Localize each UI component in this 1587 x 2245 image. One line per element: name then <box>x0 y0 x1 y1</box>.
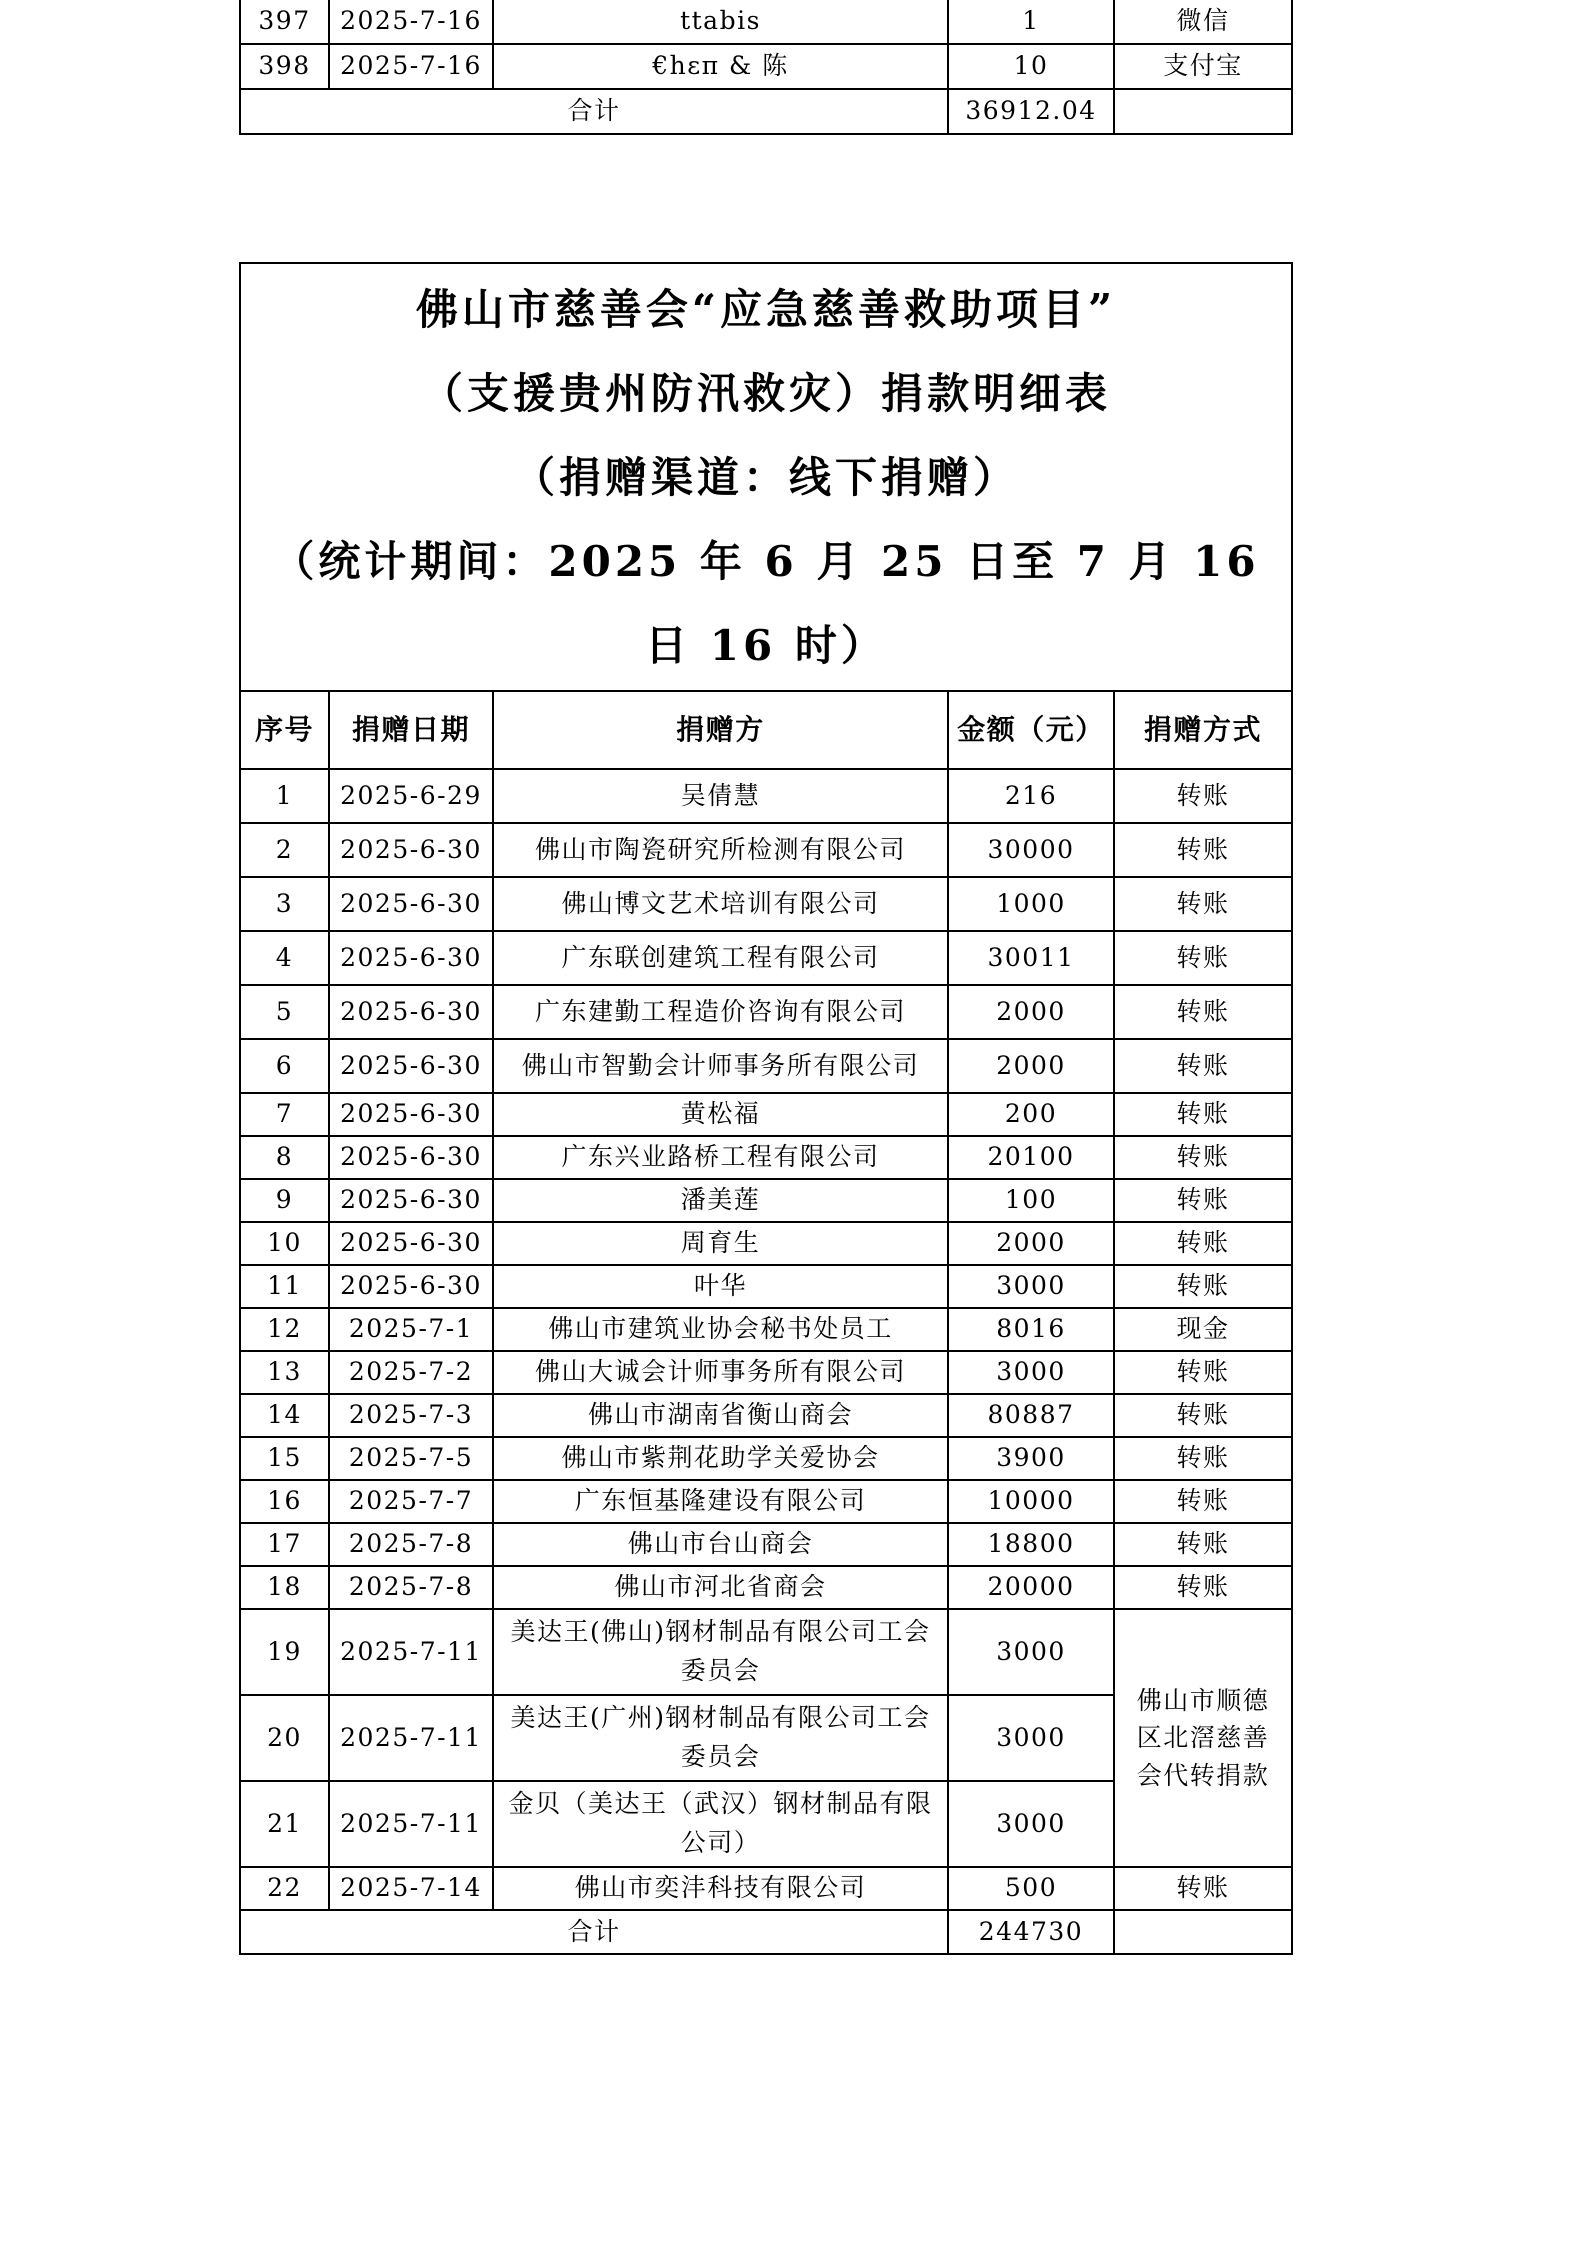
cell-donor: €hεπ & 陈 <box>493 44 948 89</box>
cell-date: 2025-7-1 <box>329 1308 493 1351</box>
cell-amount: 500 <box>948 1867 1114 1910</box>
cell-donor: 周育生 <box>493 1222 948 1265</box>
cell-donor: 佛山大诚会计师事务所有限公司 <box>493 1351 948 1394</box>
cell-date: 2025-7-16 <box>329 44 493 89</box>
cell-amount: 3000 <box>948 1265 1114 1308</box>
cell-no: 21 <box>240 1781 329 1867</box>
cell-donor: 广东建勤工程造价咨询有限公司 <box>493 985 948 1039</box>
cell-method: 转账 <box>1114 985 1292 1039</box>
cell-amount: 20000 <box>948 1566 1114 1609</box>
table-row <box>240 769 1292 823</box>
cell-method: 转账 <box>1114 1523 1292 1566</box>
cell-amount: 30011 <box>948 931 1114 985</box>
total-label: 合计 <box>240 89 948 134</box>
table-row <box>240 1179 1292 1222</box>
cell-date: 2025-7-16 <box>329 0 493 44</box>
cell-no: 10 <box>240 1222 329 1265</box>
cell-method: 转账 <box>1114 1265 1292 1308</box>
header-amount: 金额（元） <box>948 691 1114 769</box>
cell-method: 转账 <box>1114 877 1292 931</box>
cell-no: 18 <box>240 1566 329 1609</box>
previous-donation-table-tail <box>239 0 1293 135</box>
table-row <box>240 877 1292 931</box>
cell-no: 17 <box>240 1523 329 1566</box>
table-row <box>240 1480 1292 1523</box>
cell-date: 2025-6-30 <box>329 877 493 931</box>
cell-date: 2025-7-8 <box>329 1566 493 1609</box>
table-row <box>240 1136 1292 1179</box>
cell-method: 转账 <box>1114 1394 1292 1437</box>
cell-method: 转账 <box>1114 1179 1292 1222</box>
cell-amount: 2000 <box>948 1222 1114 1265</box>
cell-donor: 佛山市奕沣科技有限公司 <box>493 1867 948 1910</box>
table-row <box>240 1867 1292 1910</box>
cell-donor: 广东联创建筑工程有限公司 <box>493 931 948 985</box>
cell-method: 转账 <box>1114 1566 1292 1609</box>
table-row <box>240 1093 1292 1136</box>
cell-date: 2025-7-8 <box>329 1523 493 1566</box>
cell-date: 2025-6-30 <box>329 1179 493 1222</box>
cell-amount: 8016 <box>948 1308 1114 1351</box>
cell-amount: 10000 <box>948 1480 1114 1523</box>
total-row <box>240 89 1292 134</box>
title-line: （捐赠渠道：线下捐赠） <box>512 453 1019 502</box>
cell-method: 转账 <box>1114 1222 1292 1265</box>
cell-donor: 黄松福 <box>493 1093 948 1136</box>
table-row <box>240 44 1292 89</box>
cell-no: 4 <box>240 931 329 985</box>
cell-date: 2025-6-30 <box>329 985 493 1039</box>
cell-amount: 100 <box>948 1179 1114 1222</box>
table-row <box>240 0 1292 44</box>
merged-method-note: 佛山市顺德区北滘慈善会代转捐款 <box>1114 1609 1292 1867</box>
cell-donor: 佛山市台山商会 <box>493 1523 948 1566</box>
cell-method: 支付宝 <box>1114 44 1292 89</box>
cell-method: 转账 <box>1114 769 1292 823</box>
cell-no: 22 <box>240 1867 329 1910</box>
cell-amount: 3900 <box>948 1437 1114 1480</box>
cell-date: 2025-6-30 <box>329 1039 493 1093</box>
cell-amount: 80887 <box>948 1394 1114 1437</box>
cell-donor: 佛山博文艺术培训有限公司 <box>493 877 948 931</box>
cell-no: 9 <box>240 1179 329 1222</box>
cell-donor: 潘美莲 <box>493 1179 948 1222</box>
header-method: 捐赠方式 <box>1114 691 1292 769</box>
cell-date: 2025-6-30 <box>329 1265 493 1308</box>
cell-method: 转账 <box>1114 1039 1292 1093</box>
cell-donor: 佛山市紫荆花助学关爱协会 <box>493 1437 948 1480</box>
cell-no: 16 <box>240 1480 329 1523</box>
cell-donor: 吴倩慧 <box>493 769 948 823</box>
cell-donor: 广东恒基隆建设有限公司 <box>493 1480 948 1523</box>
table-row <box>240 985 1292 1039</box>
table-row <box>240 1308 1292 1351</box>
cell-no: 7 <box>240 1093 329 1136</box>
title-line: 佛山市慈善会“应急慈善救助项目” <box>415 285 1117 334</box>
cell-amount: 1 <box>948 0 1114 44</box>
table-row <box>240 1222 1292 1265</box>
cell-date: 2025-6-30 <box>329 1222 493 1265</box>
cell-donor: ttabis <box>493 0 948 44</box>
cell-date: 2025-7-14 <box>329 1867 493 1910</box>
donation-detail-table <box>239 262 1293 1955</box>
cell-method: 转账 <box>1114 823 1292 877</box>
table-row <box>240 1351 1292 1394</box>
cell-amount: 3000 <box>948 1695 1114 1781</box>
cell-method: 转账 <box>1114 931 1292 985</box>
cell-no: 398 <box>240 44 329 89</box>
cell-method: 现金 <box>1114 1308 1292 1351</box>
cell-date: 2025-7-3 <box>329 1394 493 1437</box>
cell-amount: 2000 <box>948 985 1114 1039</box>
cell-no: 397 <box>240 0 329 44</box>
cell-no: 3 <box>240 877 329 931</box>
cell-amount: 10 <box>948 44 1114 89</box>
cell-donor: 广东兴业路桥工程有限公司 <box>493 1136 948 1179</box>
table-title-row <box>240 263 1292 691</box>
table-row <box>240 1609 1292 1695</box>
cell-no: 5 <box>240 985 329 1039</box>
cell-method: 转账 <box>1114 1867 1292 1910</box>
cell-amount: 216 <box>948 769 1114 823</box>
cell-donor: 佛山市陶瓷研究所检测有限公司 <box>493 823 948 877</box>
title-line: （统计期间：2025 年 6 月 25 日至 7 月 16 日 16 时） <box>272 537 1260 670</box>
title-line: （支援贵州防汛救灾）捐款明细表 <box>420 369 1111 418</box>
table-title <box>240 263 1292 691</box>
table-row <box>240 823 1292 877</box>
table-header-row <box>240 691 1292 769</box>
header-donor: 捐赠方 <box>493 691 948 769</box>
cell-amount: 1000 <box>948 877 1114 931</box>
cell-donor: 佛山市湖南省衡山商会 <box>493 1394 948 1437</box>
table-row <box>240 1566 1292 1609</box>
cell-date: 2025-6-30 <box>329 931 493 985</box>
cell-no: 19 <box>240 1609 329 1695</box>
cell-no: 11 <box>240 1265 329 1308</box>
cell-method: 转账 <box>1114 1093 1292 1136</box>
table-row <box>240 1039 1292 1093</box>
cell-date: 2025-6-30 <box>329 823 493 877</box>
cell-no: 8 <box>240 1136 329 1179</box>
cell-amount: 18800 <box>948 1523 1114 1566</box>
cell-amount: 30000 <box>948 823 1114 877</box>
cell-method: 转账 <box>1114 1437 1292 1480</box>
cell-date: 2025-7-11 <box>329 1609 493 1695</box>
table-row <box>240 1265 1292 1308</box>
cell-no: 2 <box>240 823 329 877</box>
cell-no: 6 <box>240 1039 329 1093</box>
cell-amount: 3000 <box>948 1351 1114 1394</box>
table-row <box>240 1394 1292 1437</box>
table-row <box>240 1523 1292 1566</box>
cell-method: 微信 <box>1114 0 1292 44</box>
cell-date: 2025-7-2 <box>329 1351 493 1394</box>
cell-donor: 金贝（美达王（武汉）钢材制品有限公司） <box>493 1781 948 1867</box>
cell-donor: 佛山市河北省商会 <box>493 1566 948 1609</box>
cell-no: 14 <box>240 1394 329 1437</box>
cell-no: 20 <box>240 1695 329 1781</box>
header-date: 捐赠日期 <box>329 691 493 769</box>
cell-no: 12 <box>240 1308 329 1351</box>
table-row <box>240 931 1292 985</box>
cell-method: 转账 <box>1114 1136 1292 1179</box>
total-label: 合计 <box>240 1910 948 1954</box>
cell-method <box>1114 1910 1292 1954</box>
cell-date: 2025-6-29 <box>329 769 493 823</box>
cell-amount: 20100 <box>948 1136 1114 1179</box>
cell-no: 13 <box>240 1351 329 1394</box>
cell-no: 1 <box>240 769 329 823</box>
cell-amount: 3000 <box>948 1781 1114 1867</box>
cell-donor: 美达王(佛山)钢材制品有限公司工会委员会 <box>493 1609 948 1695</box>
total-row <box>240 1910 1292 1954</box>
total-amount: 36912.04 <box>948 89 1114 134</box>
cell-amount: 200 <box>948 1093 1114 1136</box>
total-amount: 244730 <box>948 1910 1114 1954</box>
cell-method: 转账 <box>1114 1351 1292 1394</box>
cell-donor: 佛山市建筑业协会秘书处员工 <box>493 1308 948 1351</box>
cell-donor: 佛山市智勤会计师事务所有限公司 <box>493 1039 948 1093</box>
cell-amount: 2000 <box>948 1039 1114 1093</box>
cell-date: 2025-6-30 <box>329 1136 493 1179</box>
cell-donor: 叶华 <box>493 1265 948 1308</box>
cell-date: 2025-7-5 <box>329 1437 493 1480</box>
cell-donor: 美达王(广州)钢材制品有限公司工会委员会 <box>493 1695 948 1781</box>
cell-date: 2025-7-11 <box>329 1781 493 1867</box>
cell-method <box>1114 89 1292 134</box>
table-row <box>240 1437 1292 1480</box>
cell-date: 2025-6-30 <box>329 1093 493 1136</box>
header-no: 序号 <box>240 691 329 769</box>
cell-date: 2025-7-11 <box>329 1695 493 1781</box>
cell-method: 转账 <box>1114 1480 1292 1523</box>
cell-date: 2025-7-7 <box>329 1480 493 1523</box>
cell-amount: 3000 <box>948 1609 1114 1695</box>
cell-no: 15 <box>240 1437 329 1480</box>
